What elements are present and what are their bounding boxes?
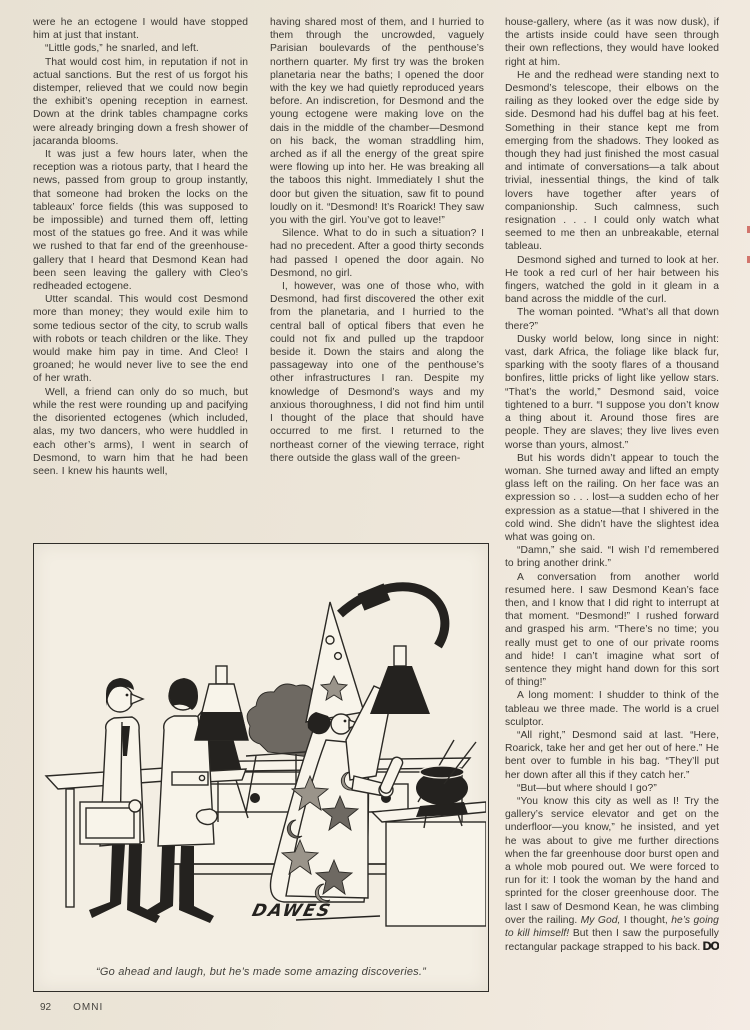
paragraph: A long moment: I shudder to think of the tableau we three made. The world is a cruel sculptor. [505,690,719,728]
paragraph: “Little gods,” he snarled, and left. [45,43,199,55]
paragraph: “You know this city as well as I! Try the gallery’s service elevator and get on the underfloor—you know,” he insisted, and yet he was about to give me further directions when the far greenhouse door burst open and a whole mob poured out. We were forced to run for it: I took the woman by the hand and sprinted for the closer greenhouse door. The last I saw of Desmond Kean, he was climbing over the railing. My God, I thought, he’s going to kill himself! But then I saw the purposefully rectangular package strapped to his back. DO [505,795,719,954]
page-footer [40,1002,103,1013]
paragraph: “All right,” Desmond said at last. “Here, Roarick, take her and get her out of here.” He bent over to fumble in his bag. “They’ll put her down after all this if they catch her.” [505,729,719,781]
paragraph: But his words didn’t appear to touch the woman. She turned away and lifted an empty glass left on the railing. On her face was an expression so . . . lost—a sudden echo of her expression as a statue—that I shivered in the cold wind. She didn’t have the slightest idea what was going on. [505,452,719,543]
gooseneck-pipe [340,583,445,646]
paragraph: Utter scandal. This would cost Desmond more than money; they would exile him to some tedious sector of the city, to scrub walls with robots or teach children or the like. They would make him pay in time. And Cleo! I groaned; he would never live to see the end of her wrath. [33,294,248,385]
paragraph: house-gallery, where (as it was now dusk), if the artists inside could have seen through their own reflections, they would have looked right at him. [505,17,719,68]
page-number: 92 [40,1002,52,1013]
paragraph: Silence. What to do in such a situation? I had no precedent. After a good thirty seconds had passed I opened the door again. No Desmond, no girl. [270,228,484,279]
cartoon-caption: “Go ahead and laugh, but he’s made some amazing discoveries.” [96,966,426,978]
paragraph: “But—but where should I go?” [517,782,657,794]
cartoon-panel [33,543,489,992]
article-column-2 [270,16,484,542]
paragraph: Dusky world below, long since in night: vast, dark Africa, the foliage like black fur, sparking with the sooty flares of a thousand bonfires, little pricks of light like yellow stars. “That’s the world,” Desmond said, voice tightened to a burr. “I suppose you don’t know a thing about it. Around those fires are people. They are slaves; they live lives even worse than yours, almost.” [505,333,719,451]
paragraph: were he an ectogene I would have stopped him at just that instant. [33,17,248,42]
cartoon-illustration [34,544,486,936]
paragraph: It was just a few hours later, when the reception was a riotous party, that I heard the news, passed from group to group instantly, that someone had broken the locks on the tableaux’ force fields (this was supposed to be impossible) and turned them off, letting most of the statues go free. And it was while we rushed to that far end of the greenhouse-gallery that I heard that Desmond Kean had been seen leaving the gallery with Cleo’s redheaded ectogene. [33,149,248,293]
paragraph: having shared most of them, and I hurried to them through the uncrowded, vaguely Parisian boulevards of the penthouse’s northern quarter. My first try was the broken planetaria near the baths; I opened the door with the key we had quietly reproduced years before. An indiscretion, for Desmond and the young ectogene were making love on the dais in the middle of the chamber—Desmond on his back, the woman straddling him, arched as if all the energy of the great spire were flowing up into her. He was breaking all the taboos this night. Immediately I shut the door but given the situation, saw fit to pound loudly on it. “Desmond! It’s Roarick! They saw you with the girl. You’ve got to leave!” [270,17,484,227]
scientist-left [80,678,160,923]
article-column-1 [33,16,248,542]
paragraph: Well, a friend can only do so much, but while the rest were rounding up and pacifying the disoriented ectogenes (which included, alas, my two dancers, who were huddled in each other’s arms), I went in search of Desmond, to warn him that he had been seen. I knew his haunts well, [33,386,248,477]
paragraph: The woman pointed. “What’s all that down there?” [505,307,719,332]
paragraph: He and the redhead were standing next to Desmond’s telescope, their elbows on the railing as they looked over the edge side by side. Desmond had his duffel bag at his feet. Something in their stance kept me from emerging from the shadows. They looked as though they had just finished the most casual and intimate of conversations—a talk about trivial, inessential things, the kind of talk lovers have together after years of companionship. Such calmness, such resignation . . . I could only watch what seemed to me then an unbreakable, eternal tableau. [505,69,719,253]
magazine-name: OMNI [73,1002,104,1013]
paragraph: That would cost him, in reputation if not in actual sanctions. But the rest of us forgot his distemper, relieved that we could now begin the exhibit’s opening reception in earnest. Down at the drink tables champagne corks were already bringing down a fresh shower of jacaranda blooms. [33,56,248,147]
paragraph: Desmond sighed and turned to look at her. He took a red curl of her hair between his fingers, watched the gold in it gleam in a band across the middle of the curl. [505,254,719,306]
end-of-article-mark: DO [702,939,719,954]
cartoon-signature: DAWES [250,901,334,921]
paragraph: I, however, was one of those who, with Desmond, had first discovered the other exit from the planetaria, and I hurried to the central ball of optical fibers that even he could not fix and pulled up the trapdoor beside it. Down the stairs and along the passageway into one of the penthouse’s other infrastructures I ran. Despite my knowledge of Desmond’s ways and my anxious thoroughness, I did not find him until I thought of the place that should have occurred to me first. I returned to the northeast corner of the viewing terrace, right there outside the glass wall of the green- [270,281,484,464]
paragraph: A conversation from another world resumed here. I saw Desmond Kean’s face then, and I know that I did right to interrupt at that moment. “Desmond!” I rushed forward and grasped his arm. “There’s no time; you really must get to one of our private rooms and hide! I can’t imagine what sort of sentence they might hand down for this sort of thing!” [505,571,719,689]
article-column-3 [505,16,719,1016]
paragraph: “Damn,” she said. “I wish I’d remembered to bring another drink.” [505,545,719,570]
